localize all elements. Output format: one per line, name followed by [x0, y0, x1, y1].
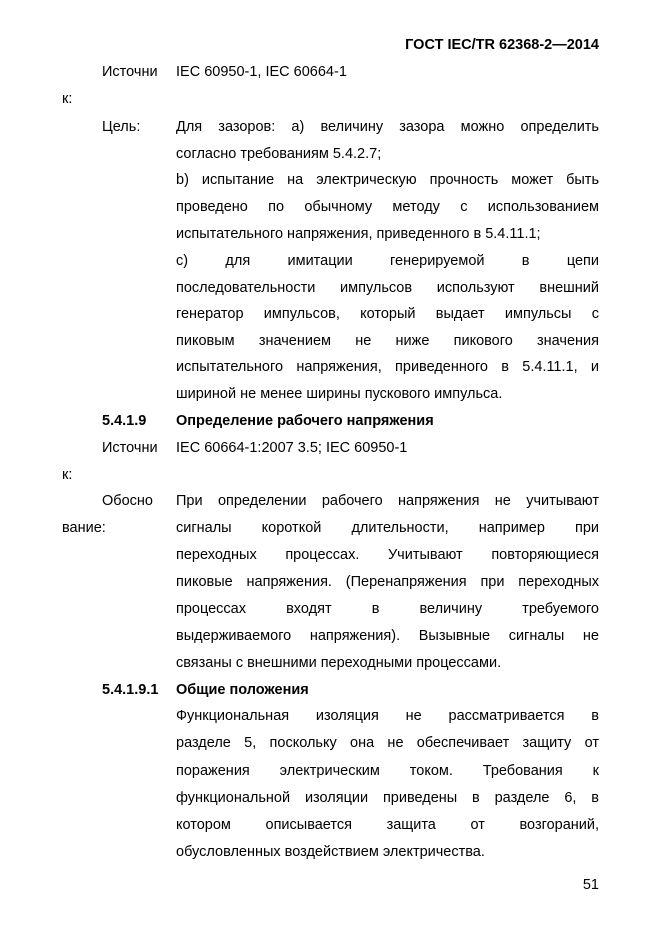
source-label: Источни: [102, 64, 158, 80]
purpose-line: пиковым значением не ниже пикового значения: [176, 333, 599, 349]
general-line: поражения электрическим током. Требования к: [176, 763, 599, 779]
subsection-number: 5.4.1.9.1: [102, 682, 159, 698]
rationale-label: Обосно: [102, 493, 153, 509]
purpose-line: испытательного напряжения, приведенного в 5.4.11.1, и: [176, 359, 599, 375]
source-label: Источни: [102, 440, 158, 456]
purpose-line: генератор импульсов, который выдает импульсы с: [176, 306, 599, 322]
rationale-line: процессах входят в величину требуемого: [176, 601, 599, 617]
source-value: IEC 60664-1:2007 3.5; IEC 60950-1: [176, 440, 408, 456]
general-line: разделе 5, поскольку она не обеспечивает защиту от: [176, 735, 599, 751]
document-code-header: ГОСТ IEC/TR 62368-2—2014: [405, 37, 599, 53]
purpose-line: b) испытание на электрическую прочность может быть: [176, 172, 599, 188]
purpose-line: с) для имитации генерируемой в цепи: [176, 253, 599, 269]
rationale-line: переходных процессах. Учитывают повторяющиеся: [176, 547, 599, 563]
rationale-label-continuation: вание:: [62, 520, 106, 536]
general-line: котором описывается защита от возгораний,: [176, 817, 599, 833]
purpose-line: последовательности импульсов используют внешний: [176, 280, 599, 296]
source-label-continuation: к:: [62, 467, 73, 483]
general-line: функциональной изоляции приведены в разделе 6, в: [176, 790, 599, 806]
purpose-label: Цель:: [102, 119, 141, 135]
section-title: Определение рабочего напряжения: [176, 413, 434, 429]
rationale-line: сигналы короткой длительности, например при: [176, 520, 599, 536]
rationale-line: При определении рабочего напряжения не учитывают: [176, 493, 599, 509]
subsection-title: Общие положения: [176, 682, 309, 698]
purpose-line: испытательного напряжения, приведенного в 5.4.11.1;: [176, 226, 541, 242]
purpose-line: проведено по обычному методу с использованием: [176, 199, 599, 215]
page-number: 51: [582, 877, 599, 893]
rationale-line: связаны с внешними переходными процессами.: [176, 655, 502, 671]
purpose-line: согласно требованиям 5.4.2.7;: [176, 146, 382, 162]
purpose-line: Для зазоров: а) величину зазора можно определить: [176, 119, 599, 135]
general-line: обусловленных воздействием электричества.: [176, 844, 485, 860]
rationale-line: пиковые напряжения. (Перенапряжения при переходных: [176, 574, 599, 590]
source-value: IEC 60950-1, IEC 60664-1: [176, 64, 347, 80]
rationale-line: выдерживаемого напряжения). Вызывные сигналы не: [176, 628, 599, 644]
source-label-continuation: к:: [62, 91, 73, 107]
section-number: 5.4.1.9: [102, 413, 147, 429]
purpose-line: шириной не менее ширины пускового импульса.: [176, 386, 503, 402]
general-line: Функциональная изоляция не рассматривается в: [176, 708, 599, 724]
